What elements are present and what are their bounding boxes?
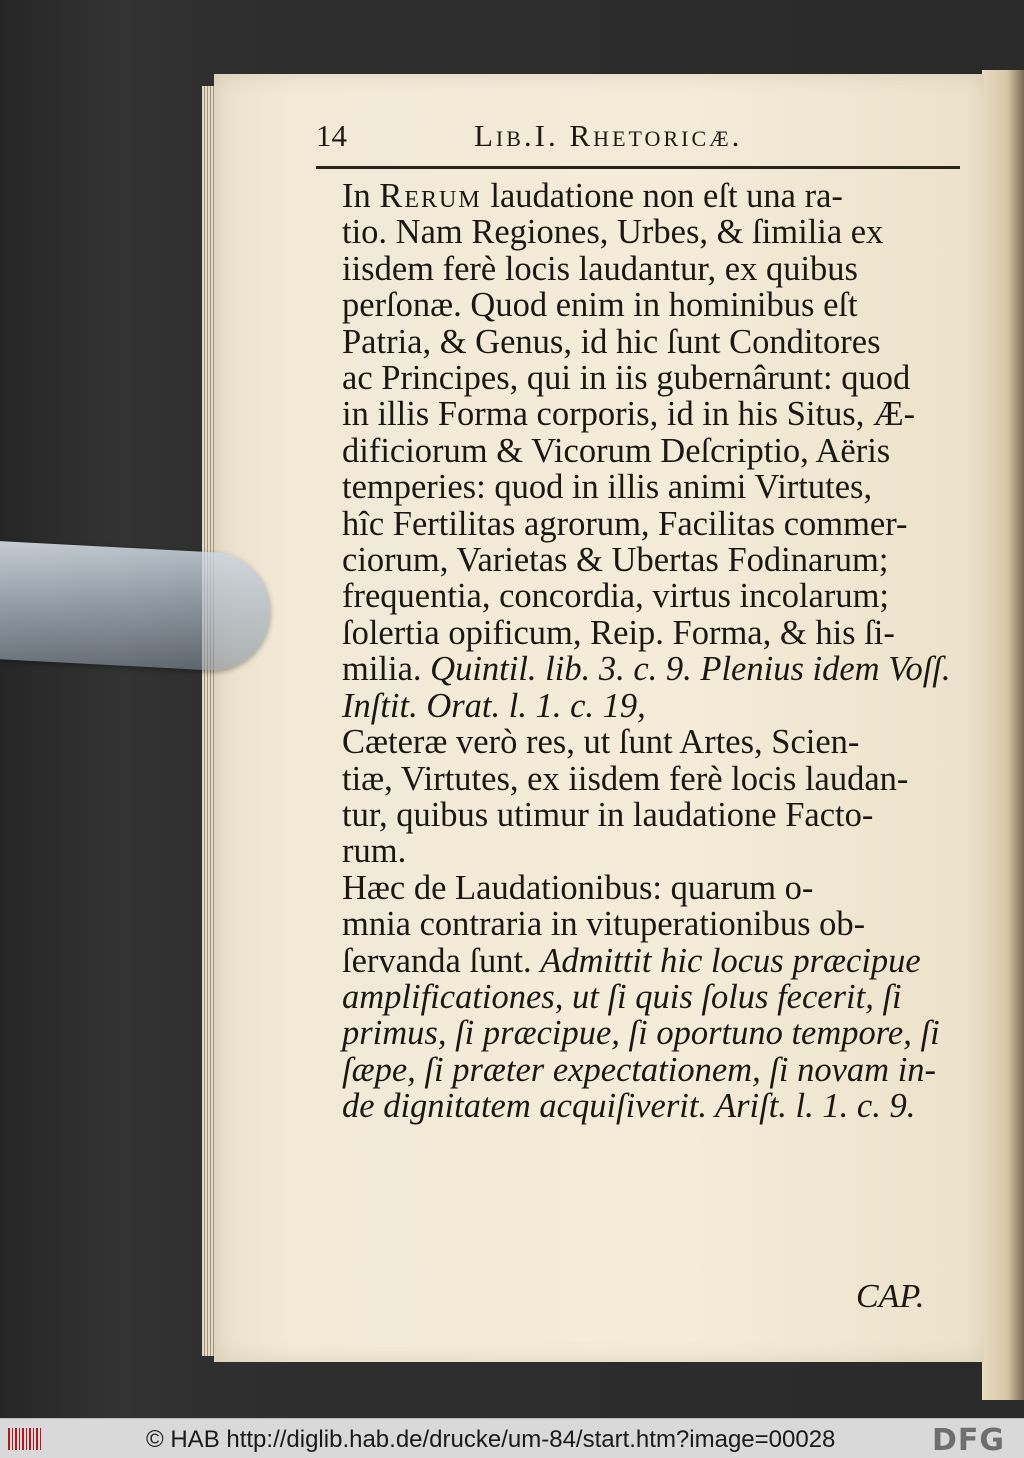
text-line: ac Principes, qui in iis gubernârunt: quod: [342, 359, 911, 398]
text-line: ſolertia opificum, Reip. Forma, & his ſi-: [342, 613, 895, 652]
running-head: [316, 118, 956, 158]
paragraph-haec: [298, 870, 958, 1125]
head-rule: [316, 166, 960, 169]
body-text: [298, 178, 958, 1125]
text-line: Cæteræ verò res, ut ſunt Artes, Scien-: [342, 723, 860, 762]
text-line: dificiorum & Vicorum Deſcriptio, Aëris: [342, 431, 891, 470]
text-line: iisdem ferè locis laudantur, ex quibus: [342, 249, 858, 288]
facing-page-edge: [982, 70, 1024, 1400]
paragraph-rerum: [298, 178, 958, 724]
footer-link[interactable]: © HAB http://diglib.hab.de/drucke/um-84/start.htm?image=00028: [146, 1426, 836, 1453]
text-line: Hæc de Laudationibus: quarum o-: [342, 868, 814, 907]
text-line: temperies: quod in illis animi Virtutes,: [342, 468, 873, 507]
text-line: milia. Quintil. lib. 3. c. 9. Plenius idem Voſſ.: [342, 650, 951, 689]
text-line: frequentia, concordia, virtus incolarum;: [342, 577, 890, 616]
catchword: CAP.: [856, 1278, 925, 1315]
citation-line: Inſtit. Orat. l. 1. c. 19,: [342, 686, 646, 725]
footer-bar: [0, 1418, 1024, 1458]
citation: Quintil. lib. 3. c. 9. Plenius idem Voſſ.: [430, 650, 951, 689]
text-line: hîc Fertilitas agrorum, Facilitas commer-: [342, 504, 908, 543]
paragraph-ceterae: [298, 724, 958, 870]
barcode-icon: [8, 1428, 42, 1450]
text-line: mnia contraria in vituperationibus ob-: [342, 905, 866, 944]
text-line: tio. Nam Regiones, Urbes, & ſimilia ex: [342, 213, 884, 252]
text-line: tur, quibus utimur in laudatione Facto-: [342, 795, 874, 834]
text-line: Patria, & Genus, id hic ſunt Conditores: [342, 322, 881, 361]
italic-line: amplificationes, ut ſi quis ſolus fecerit, ſi: [342, 977, 902, 1016]
dfg-logo: DFG: [932, 1423, 1006, 1458]
text-line: ciorum, Varietas & Ubertas Fodinarum;: [342, 541, 889, 580]
italic-phrase: Admittit hic locus præcipue: [540, 941, 921, 980]
text-line: in illis Forma corporis, id in his Situs, Æ-: [342, 395, 916, 434]
italic-line: primus, ſi præcipue, ſi oportuno tempore, ſi: [342, 1014, 940, 1053]
plastic-bookmark: [0, 541, 273, 673]
small-caps-word: Rerum: [379, 177, 482, 215]
text-line: perſonæ. Quod enim in hominibus eſt: [342, 286, 858, 325]
text-line: ſervanda ſunt. Admittit hic locus præcipue: [342, 941, 921, 980]
text-line: rum.: [342, 832, 407, 871]
italic-line: ſæpe, ſi præter expectationem, ſi novam in-: [342, 1050, 937, 1089]
italic-line: de dignitatem acquiſiverit. Ariſt. l. 1. c. 9.: [342, 1087, 916, 1126]
running-head-title: Lib.I. Rhetoricæ.: [474, 118, 743, 153]
text-line: tiæ, Virtutes, ex iisdem ferè locis laudan-: [342, 759, 909, 798]
text-line: In Rerum laudatione non eſt una ra-: [342, 177, 843, 215]
page-number: 14: [316, 118, 347, 153]
